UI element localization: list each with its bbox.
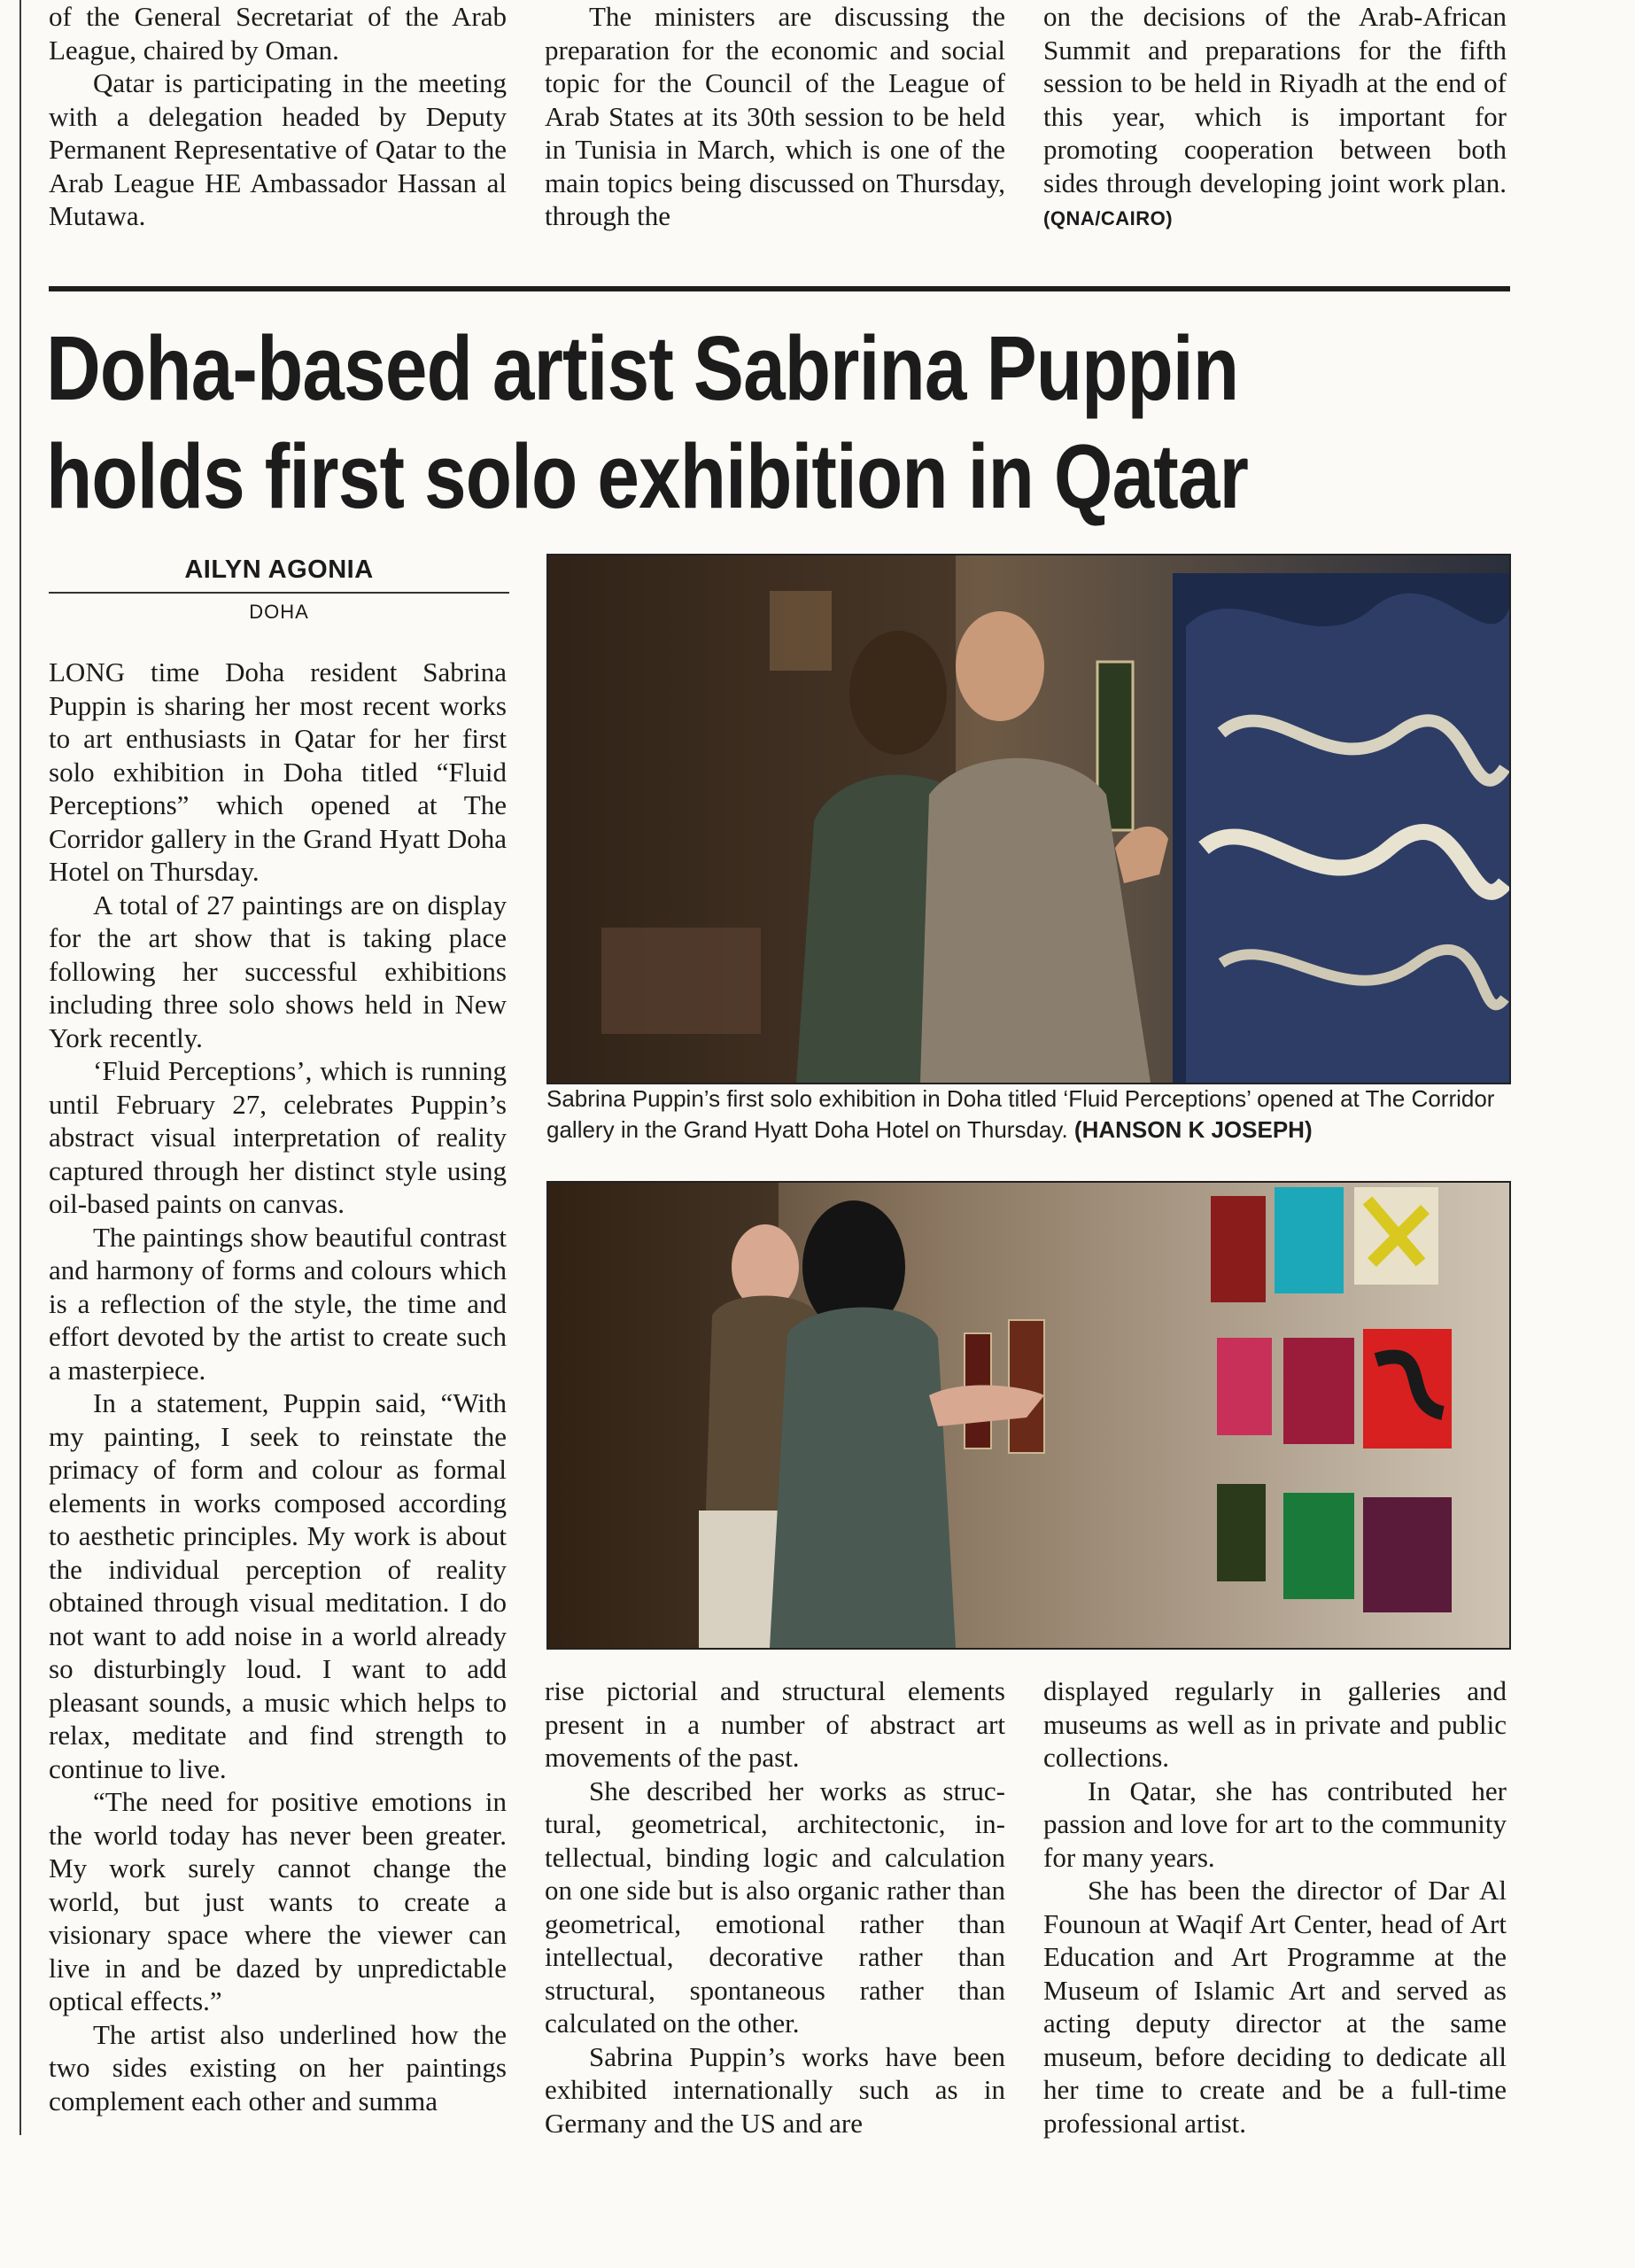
paragraph: Qatar is participating in the meeting with a delegation headed by Deputy Permanent Representative of Qatar to the Arab League HE Ambassador Hassan al Mutawa. (49, 67, 507, 231)
page-margin-rule (19, 0, 21, 2135)
paragraph: displayed regularly in galleries and museums as well as in private and public collections. (1043, 1675, 1507, 1773)
prev-article-col2 (545, 0, 1005, 233)
author-name: AILYN AGONIA (184, 555, 374, 584)
paragraph: The artist also underlined how the two sides existing on her paintings complement each other and summa (49, 2018, 507, 2117)
headline-line-2: holds first solo exhibition in Qatar (46, 425, 1249, 527)
agency-credit: (QNA/CAIRO) (1043, 207, 1174, 229)
paragraph: In a statement, Puppin said, “With my painting, I seek to reinstate the primacy of form and colour as formal elements in works composed according to aesthetic principles. My work is about the individual perception of reality obtained through visual meditation. I do not want to add noise in a world already so disturbingly loud. I want to add pleasant sounds, a music which helps to relax, meditate and find strength to continue to live. (49, 1387, 507, 1784)
article-col2 (545, 1674, 1005, 2140)
photo-caption (546, 1084, 1512, 1146)
paragraph: She has been the director of Dar Al Founoun at Waqif Art Center, head of Art Education and Art Programme at the Museum of Islamic Art and served as acting deputy director at the same museum, before deciding to dedicate all her time to create and be a full-time professional artist. (1043, 1875, 1507, 2139)
byline (49, 555, 509, 624)
prev-article-col3 (1043, 0, 1507, 236)
paragraph: “The need for positive emotions in the world today has never been greater. My work surely cannot change the world, but just wants to create a visionary space where the viewer can live in and be dazed by unpredictable optical effects.” (49, 1786, 507, 2016)
article-col1 (49, 656, 507, 2117)
paragraph: Sabrina Puppin’s works have been exhibited internationally such as in Germany and the US and are (545, 2040, 1005, 2139)
headline (46, 315, 1267, 531)
headline-line-1: Doha-based artist Sabrina Puppin (46, 317, 1239, 419)
paragraph: In Qatar, she has contributed her passion and love for art to the community for many years. (1043, 1775, 1507, 1873)
caption-text: Sabrina Puppin’s first solo exhibition in Doha titled ‘Fluid Perceptions’ opened at The Corridor gallery in the Grand Hyatt Doha Hotel on Thursday. (546, 1085, 1495, 1143)
paragraph: The ministers are discussing the preparation for the economic and social topic for the Council of the League of Arab States at its 30th session to be held in Tunisia in March, which is one of the main topics being discussed on Thursday, through the (545, 1, 1005, 231)
dateline: DOHA (249, 601, 309, 623)
paragraph: She described her works as structural, geometrical, architectonic, intellectual, binding logic and calculation on one side but is also organic rather than geometrical, emotional rather than intellectual, decorative rather than structural, spontaneous rather than calculated on the other. (545, 1775, 1005, 2039)
photo-gallery-visitors-women (546, 1181, 1511, 1650)
paragraph: ‘Fluid Perceptions’, which is running until February 27, celebrates Puppin’s abstract visual interpretation of reality captured through her distinct style using oil-based paints on canvas. (49, 1055, 507, 1219)
byline-rule (49, 592, 509, 594)
paragraph (1043, 0, 1507, 236)
paragraph: of the General Secretariat of the Arab League, chaired by Oman. (49, 1, 507, 66)
paragraph: LONG time Doha resident Sabrina Puppin is sharing her most recent works to art enthusiasts in Qatar for her first solo exhibition in Doha titled “Fluid Perceptions” which opened at The Corridor gallery in the Grand Hyatt Doha Hotel on Thursday. (49, 656, 507, 887)
photo-gallery-visitors-men (546, 554, 1511, 1084)
prev-article-col1 (49, 0, 507, 233)
paragraph: The paintings show beautiful contrast and harmony of forms and colours which is a reflection of the style, the time and effort devoted by the artist to create such a masterpiece. (49, 1221, 507, 1386)
paragraph-text: on the decisions of the Arab-African Summit and preparations for the fifth session to be held in Riyadh at the end of this year, which is important for promoting cooperation between both sides through developing joint work plan. (1043, 1, 1507, 198)
section-divider (49, 286, 1510, 291)
photo-credit: (HANSON K JOSEPH) (1073, 1116, 1313, 1143)
paragraph: rise pictorial and structural elements present in a number of abstract art movements of the past. (545, 1675, 1005, 1773)
article-col3 (1043, 1674, 1507, 2140)
paragraph: A total of 27 paintings are on display for the art show that is taking place following her successful exhibitions including three solo shows held in New York recently. (49, 889, 507, 1053)
